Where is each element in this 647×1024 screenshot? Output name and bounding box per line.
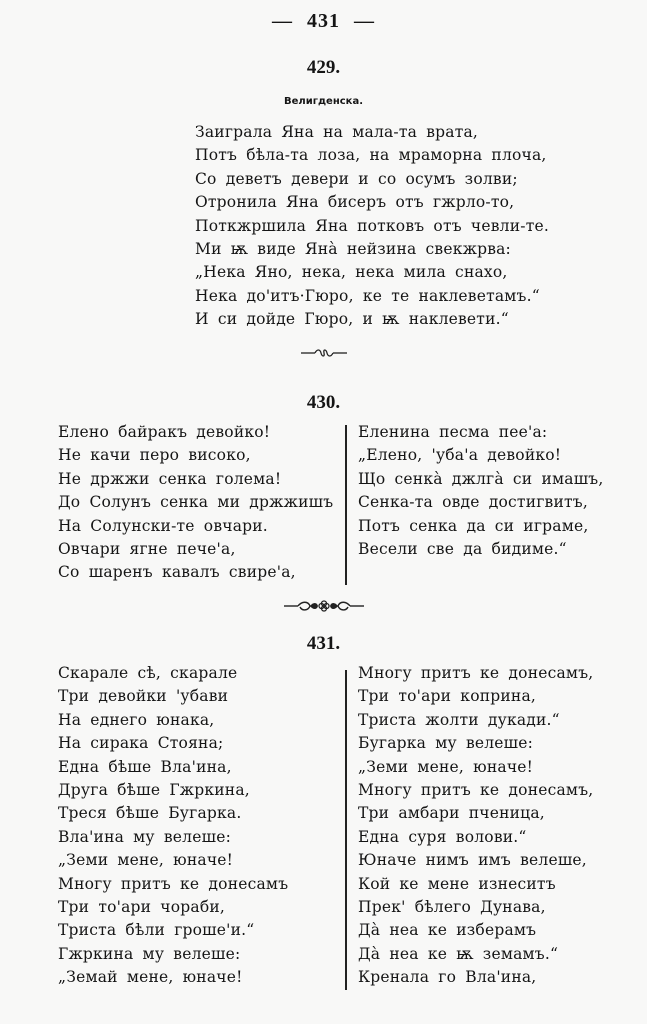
verse-line: Овчари ягне пече'а, bbox=[58, 539, 236, 558]
verse-line: Кой ке мене изнеситъ bbox=[358, 874, 556, 893]
verse-line: Една бѣше Вла'ина, bbox=[58, 757, 232, 776]
verse-line: На сирака Стояна; bbox=[58, 734, 224, 753]
verse-line: До Солунъ сенка ми држжишъ bbox=[58, 493, 334, 512]
verse-line: Три то'ари коприна, bbox=[358, 687, 537, 706]
verse-line: Многу притъ ке донесамъ, bbox=[358, 780, 594, 799]
verse-line: Со деветъ девери и со осумъ золви; bbox=[195, 169, 518, 188]
verse-line: Прек' бѣлего Дунава, bbox=[358, 897, 546, 916]
verse-line: „Земай мене, юначе! bbox=[58, 968, 243, 987]
verse-line: Многу притъ ке донесамъ bbox=[58, 874, 289, 893]
verse-line: Една суря волови.“ bbox=[358, 827, 527, 846]
verse-line: Сенка-та овде достигвитъ, bbox=[358, 493, 588, 512]
verse-line: Потъ бѣла-та лоза, на мраморна плоча, bbox=[195, 146, 547, 165]
verse-line: „Елено, 'уба'а девойко! bbox=[358, 446, 562, 465]
verse-line: Три девойки 'убави bbox=[58, 687, 229, 706]
song-430-right-column bbox=[358, 421, 604, 561]
verse-line: Нека до'итъ·Гюро, ке те наклеветамъ.“ bbox=[195, 286, 540, 305]
page-header: — 431 — bbox=[272, 10, 375, 32]
verse-line: Дà неа ке изберамъ bbox=[358, 921, 537, 940]
column-divider bbox=[345, 670, 347, 990]
verse-line: Триста жолти дукади.“ bbox=[358, 710, 560, 729]
verse-line: И си дойде Гюро, и ѭ наклевети.“ bbox=[195, 310, 509, 329]
verse-line: Три амбари пченица, bbox=[358, 804, 545, 823]
verse-line: Юначе нимъ имъ велеше, bbox=[358, 851, 587, 870]
verse-line: Не качи перо високо, bbox=[58, 446, 251, 465]
verse-line: „Земи мене, юначе! bbox=[58, 851, 234, 870]
verse-line: Скарале сѣ, скарале bbox=[58, 664, 238, 682]
verse-line: Вла'ина му велеше: bbox=[58, 827, 231, 846]
verse-line: Отронила Яна бисеръ отъ гжрло-то, bbox=[195, 193, 515, 212]
verse-line: Со шаренъ кавалъ свире'а, bbox=[58, 563, 296, 582]
verse-line: Друга бѣше Гжркина, bbox=[58, 780, 250, 799]
song-429-verse bbox=[195, 121, 549, 332]
song-431-right-column bbox=[358, 662, 593, 989]
verse-line: Поткжршила Яна потковъ отъ чевли-те. bbox=[195, 216, 549, 235]
verse-line: Дà неа ке ѭ земамъ.“ bbox=[358, 944, 559, 963]
column-divider bbox=[345, 425, 347, 585]
verse-line: Бугарка му велеше: bbox=[358, 734, 534, 753]
small-scroll-divider-icon bbox=[0, 348, 647, 358]
song-subtitle-429: Велигденска. bbox=[284, 96, 363, 107]
verse-line: Елено байракъ девойко! bbox=[58, 423, 271, 441]
large-scroll-divider-icon bbox=[0, 599, 647, 613]
song-number-431: 431. bbox=[306, 633, 341, 654]
verse-line: Весели све да бидиме.“ bbox=[358, 539, 567, 558]
song-number-430: 430. bbox=[306, 392, 341, 413]
verse-line: Триста бѣли гроше'и.“ bbox=[58, 921, 255, 940]
verse-line: Многу притъ ке донесамъ, bbox=[358, 664, 594, 682]
verse-line: Не држжи сенка голема! bbox=[58, 469, 282, 488]
verse-line: „Земи мене, юначе! bbox=[358, 757, 534, 776]
verse-line: „Нека Яно, нека, нека мила снахо, bbox=[195, 263, 508, 282]
song-number-429: 429. bbox=[306, 57, 341, 78]
verse-line: На Солунски-те овчари. bbox=[58, 516, 268, 535]
verse-line: Заиграла Яна на мала-та врата, bbox=[195, 123, 479, 141]
verse-line: Ми ѭ виде Янà нейзина свекжрва: bbox=[195, 239, 511, 258]
verse-line: Еленина песма пее'а: bbox=[358, 423, 548, 441]
verse-line: На еднего юнака, bbox=[58, 710, 215, 729]
verse-line: Треся бѣше Бугарка. bbox=[58, 804, 242, 823]
song-431-left-column bbox=[58, 662, 288, 989]
verse-line: Кренала го Вла'ина, bbox=[358, 968, 537, 987]
verse-line: Потъ сенка да си играме, bbox=[358, 516, 589, 535]
verse-line: Три то'ари чораби, bbox=[58, 897, 226, 916]
verse-line: Гжркина му велеше: bbox=[58, 944, 241, 963]
verse-line: Що сенкà джлгà си имашъ, bbox=[358, 469, 604, 488]
song-430-left-column bbox=[58, 421, 333, 585]
